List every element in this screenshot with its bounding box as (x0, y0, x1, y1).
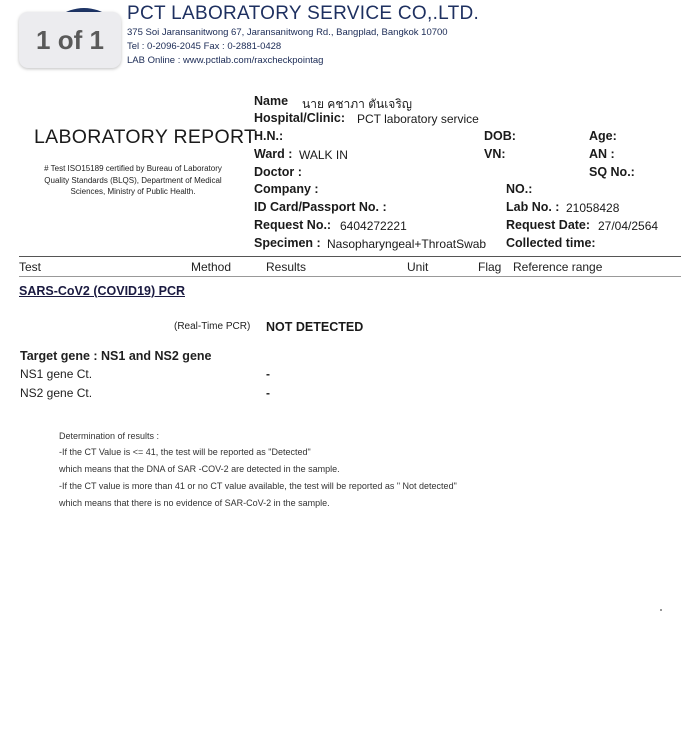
age-label: Age: (589, 129, 617, 143)
request-date-value: 27/04/2564 (598, 219, 659, 233)
id-card-label: ID Card/Passport No. : (254, 200, 387, 214)
dob-label: DOB: (484, 129, 516, 143)
gene-name: NS2 gene Ct. (20, 386, 93, 400)
an-label: AN : (589, 147, 615, 161)
specimen-value: Nasopharyngeal+ThroatSwab (327, 237, 487, 251)
test-method: (Real-Time PCR) (174, 321, 251, 332)
table-header-bottom-rule (19, 276, 681, 277)
column-header-reference-range: Reference range (513, 260, 603, 274)
hn-label: H.N.: (254, 129, 284, 143)
company-lab-online: LAB Online : www.pctlab.com/raxcheckpointag (127, 55, 324, 66)
target-gene-title: Target gene : NS1 and NS2 gene (20, 349, 212, 363)
gene-value: - (266, 367, 270, 381)
note-line: which means that the DNA of SAR -COV-2 are detected in the sample. (59, 464, 340, 474)
note-line: which means that there is no evidence of SAR-CoV-2 in the sample. (59, 498, 330, 508)
column-header-results: Results (266, 260, 307, 274)
vn-label: VN: (484, 147, 506, 161)
page-counter-badge: 1 of 1 (19, 12, 121, 68)
hospital-value: PCT laboratory service (357, 112, 479, 126)
company-phone-fax: Tel : 0-2096-2045 Fax : 0-2881-0428 (127, 41, 282, 52)
column-header-unit: Unit (407, 260, 429, 274)
note-line: Determination of results : (59, 431, 160, 441)
note-line: -If the CT value is more than 41 or no CT value available, the test will be reported as " Not detected" (59, 481, 457, 491)
request-no-label: Request No.: (254, 218, 332, 232)
report-title: LABORATORY REPORT (34, 126, 257, 148)
column-header-flag: Flag (478, 260, 502, 274)
name-value: นาย คชาภา ตันเจริญ (302, 97, 412, 111)
specimen-label: Specimen : (254, 236, 321, 250)
certification-line: Quality Standards (BLQS), Department of Medical (44, 176, 222, 185)
collected-time-label: Collected time: (506, 236, 596, 250)
no-label: NO.: (506, 182, 533, 196)
table-header-top-rule (19, 256, 681, 257)
certification-line: Sciences, Ministry of Public Health. (70, 187, 196, 196)
scan-speck (660, 609, 662, 611)
gene-name: NS1 gene Ct. (20, 367, 93, 381)
test-result: NOT DETECTED (266, 320, 364, 334)
company-name: PCT LABORATORY SERVICE CO,.LTD. (127, 3, 480, 24)
ward-value: WALK IN (299, 148, 348, 162)
certification-line: # Test ISO15189 certified by Bureau of Laboratory (44, 164, 222, 173)
company-label: Company : (254, 182, 319, 196)
test-name: SARS-CoV2 (COVID19) PCR (19, 284, 185, 298)
company-address: 375 Soi Jaransanitwong 67, Jaransanitwong Rd., Bangplad, Bangkok 10700 (127, 27, 448, 38)
lab-no-value: 21058428 (566, 201, 620, 215)
ward-label: Ward : (254, 147, 293, 161)
lab-no-label: Lab No. : (506, 200, 560, 214)
doctor-label: Doctor : (254, 165, 302, 179)
request-date-label: Request Date: (506, 218, 591, 232)
hospital-label: Hospital/Clinic: (254, 111, 345, 125)
column-header-method: Method (191, 260, 232, 274)
column-header-test: Test (19, 260, 42, 274)
name-label: Name (254, 94, 289, 108)
gene-value: - (266, 386, 270, 400)
sq-label: SQ No.: (589, 165, 635, 179)
request-no-value: 6404272221 (340, 219, 407, 233)
note-line: -If the CT Value is <= 41, the test will be reported as "Detected" (59, 447, 311, 457)
